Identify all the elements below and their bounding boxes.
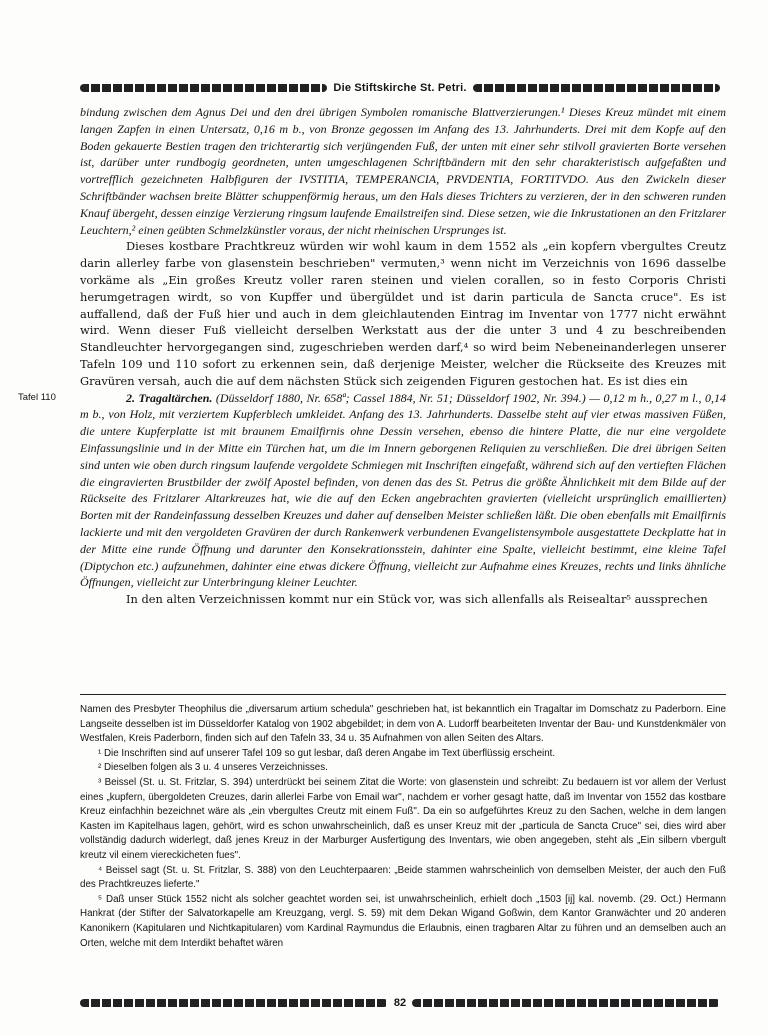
- main-text: [18, 104, 726, 608]
- footer-ornament-right: [412, 999, 720, 1007]
- footnote-4: ⁴ Beissel sagt (St. u. St. Fritzlar, S. 388) von den Leuchterpaaren: „Beide stammen wahrscheinlich von demselben Meister, der auch den Fuß des Prachtkreuzes lieferte.": [80, 864, 726, 891]
- catalog-entry: [80, 390, 726, 592]
- paragraph-cross-description: bindung zwischen dem Agnus Dei und den drei übrigen Symbolen romanische Blattverzierungen.¹ Dieses Kreuz mündet mit einem langen Zapfen in einen Untersatz, 0,16 m b., von Bronze gegossen im Anfang des 13. Jahrhunderts. Drei mit dem Kopfe auf den Boden gekauerte Bestien tragen den trichterartig sich verjüngenden Fuß, der unten mit einer sehr stilvoll gravierten Borte versehen ist, darüber unter rundbogig geordneten, unten umgeschlagenen Schriftbändern mit den sehr charakteristisch aufgefaßten und vortrefflich gezeichneten Halbfiguren der IVSTITIA, TEMPERANCIA, PRVDENTIA, FORTITVDO. Aus den Zwickeln dieser Schriftbänder wachsen breite Blätter schuppenförmig heraus, um den Hals dieses Trichters zu verzieren, der in den schweren runden Knauf übergeht, dessen einzige Verzierung ringsum laufende Emailstreifen sind. Diese setzen, wie die Inkrustationen an den Fritzlarer Leuchtern,² einen geübten Schmelzkünstler voraus, der nicht rheinischen Ursprunges ist.: [80, 105, 726, 237]
- running-header: [80, 78, 720, 98]
- paragraph-old-inventories: In den alten Verzeichnissen kommt nur ein Stück vor, was sich allenfalls als Reisealtar⁵ aussprechen: [126, 592, 708, 607]
- plate-reference: Tafel 110: [18, 391, 56, 403]
- catalog-entry-text: (Düsseldorf 1880, Nr. 658ª; Cassel 1884, Nr. 51; Düsseldorf 1902, Nr. 394.) — 0,12 m h., 0,27 m l., 0,14 m b., von Holz, mit verziertem Kupferblech umkleidet. Anfang des 13. Jahrhunderts. Dasselbe steht auf vier etwas massiven Füßen, die untere Kupferplatte ist mit braunem Emailfirnis ohne Dessin versehen, ebenso die hintere Platte, die nur eine vergoldete Einfassungslinie und in der Mitte ein Türchen hat, um die im Innern geborgenen Reliquien zu verschließen. Die drei übrigen Seiten sind unten wie oben durch ringsum laufende vergoldete Schmiegen mit Inschriften eingefaßt, während sich auf den vertieften Flächen die eingravierten Brustbilder der zwölf Apostel befinden, von denen das des St. Petrus die größte Ähnlichkeit mit dem Bilde auf der Rückseite des Fritzlarer Altarkreuzes hat, wie die auf den Ecken angebrachten gravierten (vielleicht ursprünglich emaillierten) Borten mit der Randeinfassung desselben Kreuzes und daher auf denselben Meister schließen läßt. Die oben ebenfalls mit Emailfirnis lackierte und mit den vergoldeten Gravüren der durch Rankenwerk verbundenen Evangelistensymbole ausgestattete Deckplatte hat in der Mitte eine runde Öffnung und darunter den Konsekrationsstein, dahinter eine Spalte, vielleicht bestimmt, eine kleine Tafel (Diptychon etc.) aufzunehmen, dahinter eine etwas dickere Öffnung, vielleicht zur Aufnahme eines Kreuzes, rechts und links ähnliche Öffnungen, vielleicht zur Unterbringung kleiner Leuchter.: [80, 390, 726, 590]
- header-ornament-left: [80, 84, 327, 92]
- footnote-2: ² Dieselben folgen als 3 u. 4 unseres Verzeichnisses.: [98, 762, 328, 774]
- footer-ornament-left: [80, 999, 388, 1007]
- footnote-5: ⁵ Daß unser Stück 1552 nicht als solcher geachtet worden sei, ist unwahrscheinlich, erhielt doch „1503 [ij] kal. novemb. (29. Oct.) Hermann Hankrat (der Stifter der Salvatorkapelle am Kreuzgang, vergl. S. 59) mit dem Dekan Wigand Goßwin, dem Kantor Granwächter und 20 anderen Kanonikern (Kapitularen und Nichtkapitularen) vom Kardinal Raymundus die Erlaubnis, einen tragbaren Altar zu führen und an demselben auch an Orten, welche mit dem Interdikt behaftet wären: [80, 893, 726, 949]
- running-header-title: Die Stiftskirche St. Petri.: [333, 82, 467, 94]
- footnote-1: ¹ Die Inschriften sind auf unserer Tafel 109 so gut lesbar, daß deren Angabe im Text überflüssig erscheint.: [98, 747, 556, 759]
- page-footer: [80, 994, 720, 1012]
- footnote-continuation: Namen des Presbyter Theophilus die „diversarum artium schedula" geschrieben hat, ist bekanntlich ein Tragaltar im Domschatz zu Paderborn. Eine Langseite desselben ist im Düsseldorfer Katalog von 1902 abgebildet; in dem von A. Ludorff bearbeiteten Inventar der Bau- und Kunstdenkmäler von Westfalen, Kreis Paderborn, finden sich auf den Tafeln 33, 34 u. 35 Aufnahmen von allen Seiten des Altars.: [80, 704, 726, 745]
- footnote-divider: [80, 694, 726, 695]
- footnotes: [80, 703, 726, 951]
- paragraph-prachtkreuz: Dieses kostbare Prachtkreuz würden wir wohl kaum in dem 1552 als „ein kopfern vbergultes Creutz darin allerley farbe von glasenstein beschrieben" vermuten,³ wenn nicht im Verzeichnis von 1696 dasselbe vorkäme als „Ein großes Kreutz voller raren steinen und vielen corallen, so in festo Corporis Christi herumgetragen wirdt, so von Kupffer und übergüldet und ist darin particula de Sancta cruce". Es ist auffallend, daß der Fuß hier und auch in dem gleichlautenden Eintrag im Inventar von 1777 nicht erwähnt wird. Wenn dieser Fuß vielleicht derselben Werkstatt aus der die unter 3 und 4 zu beschreibenden Standleuchter hervorgegangen sind, zugeschrieben werden darf,⁴ so wird beim Nebeneinanderlegen unserer Tafeln 109 und 110 sofort zu erkennen sein, daß derjenige Meister, welcher die Rückseite des Kreuzes mit Gravüren versah, auch die auf dem nächsten Stück sich zeigenden Figuren gestochen hat. Es ist dies ein: [80, 239, 726, 388]
- catalog-entry-title: 2. Tragaltärchen.: [126, 390, 213, 405]
- footnote-3: ³ Beissel (St. u. St. Fritzlar, S. 394) unterdrückt bei seinem Zitat die Worte: von glasenstein und schreibt: Zu bedauern ist vor allem der Verlust eines „kupfern, übergoldeten Creuzes, darin allerlei Farbe von Email war", nachdem er vorher gesagt hatte, daß im Inventar von 1552 das kostbare Kreuz einfachhin bezeichnet wäre als „ein vbergultes Creutz mit einem Fuß". Da ein so aufgeführtes Kreuz zu den Sachen, welche in dem langen Kasten im Kapitelhaus lagen, gehört, wird es schon unwahrscheinlich, daß es unser Kreuz mit der „particula de Sancta Cruce" sei, dies wird aber vollständig dadurch widerlegt, daß jenes Kreuz in der Marburger Ausfertigung des Inventars, wie oben angegeben, steht als „Ein silbern vbergult kreutz vil einem viereckicheten fues".: [80, 776, 726, 861]
- catalog-item: [18, 390, 726, 592]
- header-ornament-right: [473, 84, 720, 92]
- page-number: 82: [393, 997, 407, 1009]
